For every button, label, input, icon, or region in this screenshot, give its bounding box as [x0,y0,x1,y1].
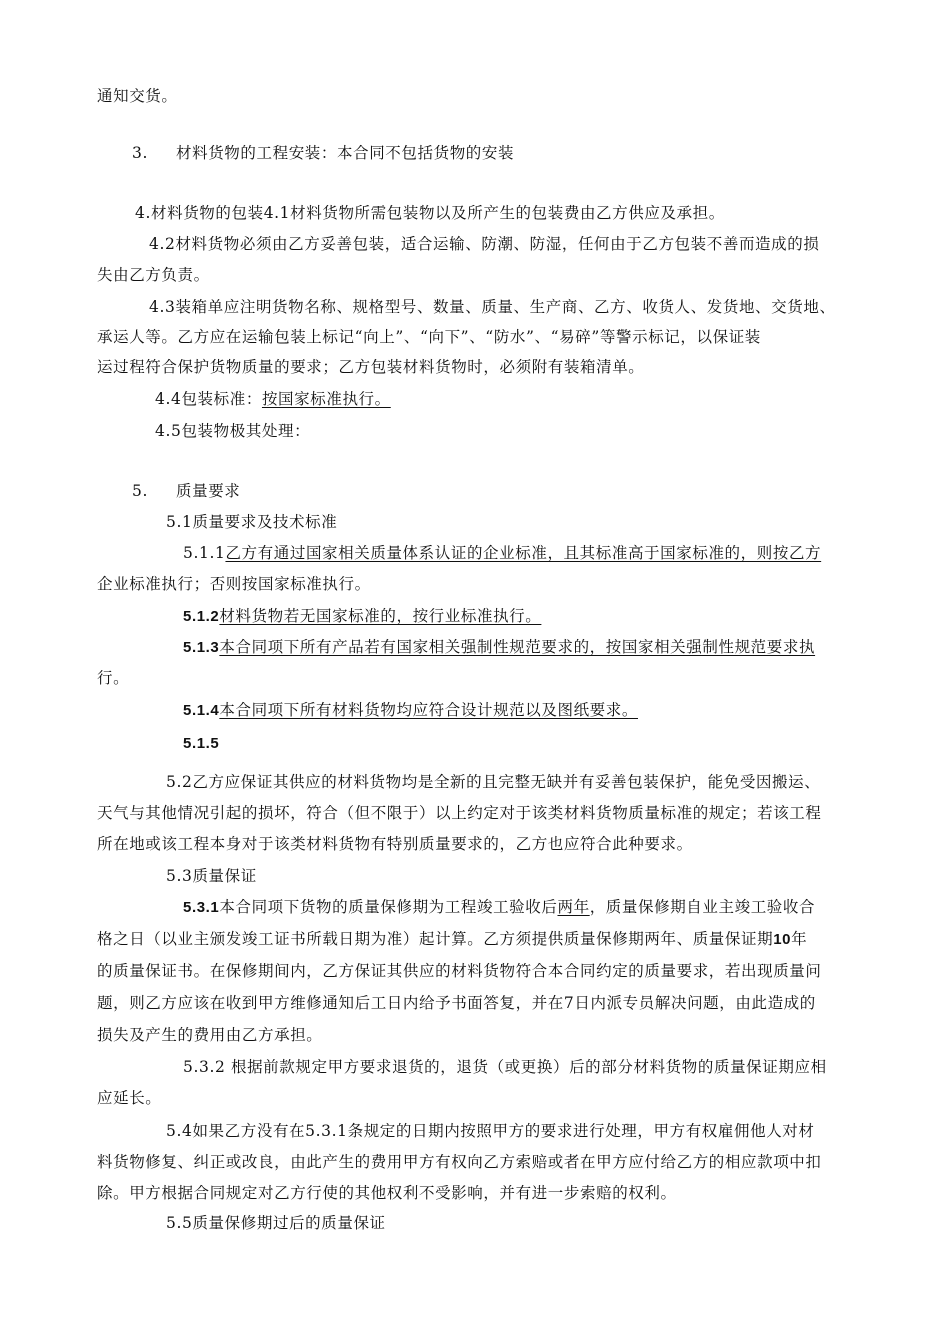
paragraph-5-2-line-1: 5.2乙方应保证其供应的材料货物均是全新的且完整无缺并有妥善包装保护，能免受因搬运、 [166,773,821,791]
section-title: 材料货物的工程安装：本合同不包括货物的安装 [176,144,515,162]
warranty-period: 两年 [557,898,590,916]
paragraph-4-2-line-2: 失由乙方负责。 [97,266,210,284]
paragraph-5-1-4 [183,700,638,721]
guarantee-years: 10 [773,931,792,948]
clause-number: 5.1.5 [183,735,220,752]
paragraph-5-3-1-line-2 [97,929,807,950]
paragraph-4-3-line-1: 4.3装箱单应注明货物名称、规格型号、数量、质量、生产商、乙方、收货人、发货地、交货地、 [149,298,836,316]
clause-text: 本合同项下所有产品若有国家相关强制性规范要求的，按国家相关强制性规范要求执 [219,638,816,656]
paragraph-5-3-1-line-4: 题，则乙方应该在收到甲方维修通知后工日内给予书面答复，并在7日内派专员解决问题，由此造成的 [97,994,816,1012]
paragraph-5-1-3-line-1 [183,637,815,658]
clause-number: 5.1.3 [183,639,220,656]
clause-text: 本合同项下所有材料货物均应符合设计规范以及图纸要求。 [219,701,638,719]
paragraph-5-3-1-line-5: 损失及产生的费用由乙方承担。 [97,1026,323,1044]
paragraph-5-1-3-line-2: 行。 [97,669,130,687]
paragraph-5-3-1-line-3: 的质量保证书。在保修期间内，乙方保证其供应的材料货物符合本合同约定的质量要求，若出现质量问 [97,962,822,980]
paragraph-5-1-1-line-2: 企业标准执行；否则按国家标准执行。 [97,575,371,593]
paragraph-5-3-2-line-2: 应延长。 [97,1089,162,1107]
packing-standard-label: 4.4包装标准： [155,390,262,408]
paragraph-5-1: 5.1质量要求及技术标准 [166,513,338,531]
section-number: 5. [132,482,148,500]
paragraph-4-3-line-3: 运过程符合保护货物质量的要求；乙方包装材料货物时，必须附有装箱清单。 [97,358,645,376]
paragraph-5-2-line-3: 所在地或该工程本身对于该类材料货物有特别质量要求的，乙方也应符合此种要求。 [97,835,693,853]
paragraph-5-4-line-3: 除。甲方根据合同规定对乙方行使的其他权利不受影响，并有进一步索赔的权利。 [97,1184,677,1202]
paragraph-5-3-1-line-1 [183,897,815,918]
paragraph-5-4-line-1: 5.4如果乙方没有在5.3.1条规定的日期内按照甲方的要求进行处理，甲方有权雇佣他人对材 [166,1122,815,1140]
clause-text: 年 [791,930,808,948]
paragraph-5-4-line-2: 料货物修复、纠正或改良，由此产生的费用甲方有权向乙方索赔或者在甲方应付给乙方的相应款项中扣 [97,1153,822,1171]
section-4-heading: 4.材料货物的包装4.1材料货物所需包装物以及所产生的包装费由乙方供应及承担。 [135,204,725,222]
section-title: 质量要求 [176,482,241,500]
paragraph-4-2-line-1: 4.2材料货物必须由乙方妥善包装，适合运输、防潮、防湿，任何由于乙方包装不善而造成的损 [149,235,820,253]
clause-number: 5.1.2 [183,608,220,625]
paragraph-5-1-2 [183,606,541,627]
paragraph-4-5: 4.5包装物极其处理： [155,422,311,440]
paragraph-5-1-1-line-1 [183,543,821,563]
clause-text: 乙方有通过国家相关质量体系认证的企业标准，且其标准高于国家标准的，则按乙方 [225,544,822,562]
paragraph-5-5: 5.5质量保修期过后的质量保证 [166,1214,386,1232]
paragraph-5-1-5 [183,733,219,754]
clause-text: 本合同项下货物的质量保修期为工程竣工验收后 [219,898,558,916]
clause-text: 材料货物若无国家标准的，按行业标准执行。 [219,607,542,625]
paragraph-5-3-2-line-1: 5.3.2 根据前款规定甲方要求退货的，退货（或更换）后的部分材料货物的质量保证期应相 [183,1058,827,1076]
paragraph-4-3-line-2: 承运人等。乙方应在运输包装上标记“向上”、“向下”、“防水”、“易碎”等警示标记，以保证装 [97,328,761,346]
packing-standard-value: 按国家标准执行。 [261,390,391,408]
section-3-heading [132,143,514,163]
clause-text: 格之日（以业主颁发竣工证书所载日期为准）起计算。乙方须提供质量保修期两年、质量保证期 [97,930,774,948]
paragraph-4-4 [155,389,391,409]
clause-text: ，质量保修期自业主竣工验收合 [589,898,816,916]
clause-number: 5.3.1 [183,899,220,916]
clause-number: 5.1.4 [183,702,220,719]
paragraph-5-2-line-2: 天气与其他情况引起的损坏，符合（但不限于）以上约定对于该类材料货物质量标准的规定；若该工程 [97,804,822,822]
section-5-heading [132,481,240,501]
section-number: 3. [132,144,148,162]
clause-number: 5.1.1 [183,544,226,562]
text-line: 通知交货。 [97,87,178,105]
paragraph-5-3: 5.3质量保证 [166,867,257,885]
